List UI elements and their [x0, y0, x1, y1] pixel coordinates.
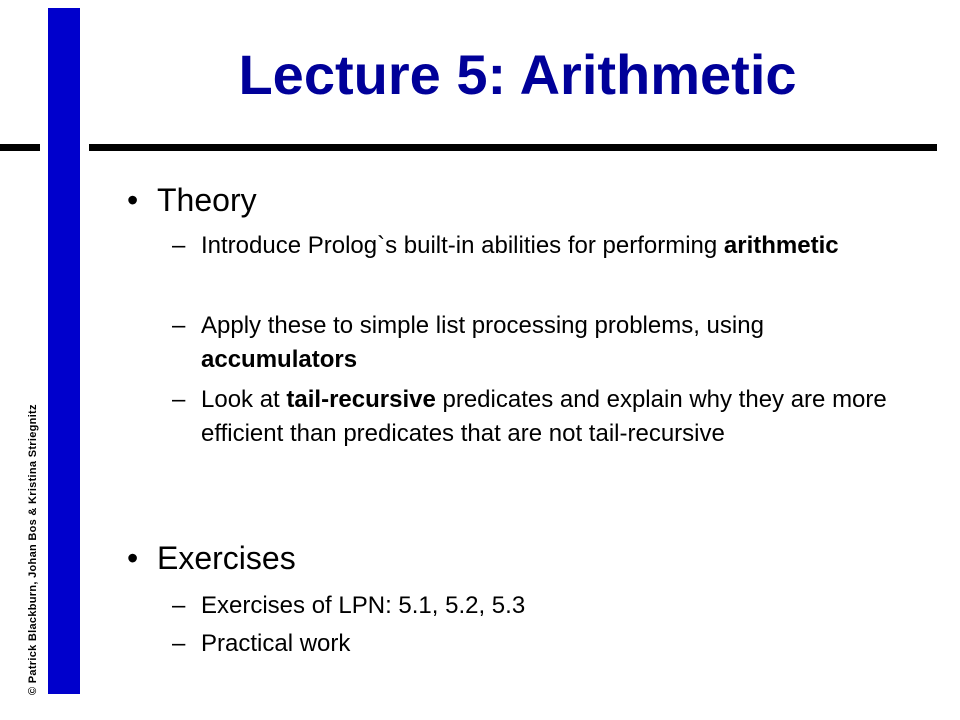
title-rule-left: [0, 144, 40, 151]
text-part: Look at: [201, 386, 287, 413]
text-part: Exercises of LPN: 5.1, 5.2, 5.3: [201, 592, 526, 619]
sub-item: [172, 383, 917, 451]
copyright-notice: © Patrick Blackburn, Johan Bos & Kristina Striegnitz: [27, 404, 39, 695]
side-accent-bar: [48, 8, 80, 694]
dash-marker: –: [172, 386, 186, 413]
bullet-exercises: [127, 538, 296, 578]
sub-item: [172, 589, 917, 623]
text-part-bold: tail-recursive: [286, 386, 436, 413]
dash-marker: –: [172, 630, 186, 657]
sub-item-text: [201, 589, 917, 623]
bullet-theory: [127, 180, 257, 220]
text-part-bold: accumulators: [201, 346, 358, 373]
text-part: Introduce Prolog`s built-in abilities for performing: [201, 232, 724, 259]
bullet-heading: Theory: [157, 182, 257, 218]
text-part: Apply these to simple list processing problems, using: [201, 312, 764, 339]
dash-marker: –: [172, 232, 186, 259]
sub-item-text: [201, 229, 917, 263]
bullet-dot: •: [127, 540, 139, 576]
bullet-heading: Exercises: [157, 540, 296, 576]
sub-item: [172, 229, 917, 263]
sub-item-text: [201, 309, 917, 377]
dash-marker: –: [172, 592, 186, 619]
text-part: predicates and explain why they are more efficient than predicates that are not tail-recursive: [201, 386, 887, 447]
bullet-dot: •: [127, 182, 139, 218]
sub-item-text: [201, 627, 917, 661]
text-part-bold: arithmetic: [723, 232, 839, 259]
title-rule-right: [89, 144, 937, 151]
sub-item-text: [201, 383, 917, 451]
text-part: Practical work: [201, 630, 351, 657]
sub-item: [172, 309, 917, 377]
sub-item: [172, 627, 917, 661]
slide-title: Lecture 5: Arithmetic: [238, 43, 797, 106]
dash-marker: –: [172, 312, 186, 339]
